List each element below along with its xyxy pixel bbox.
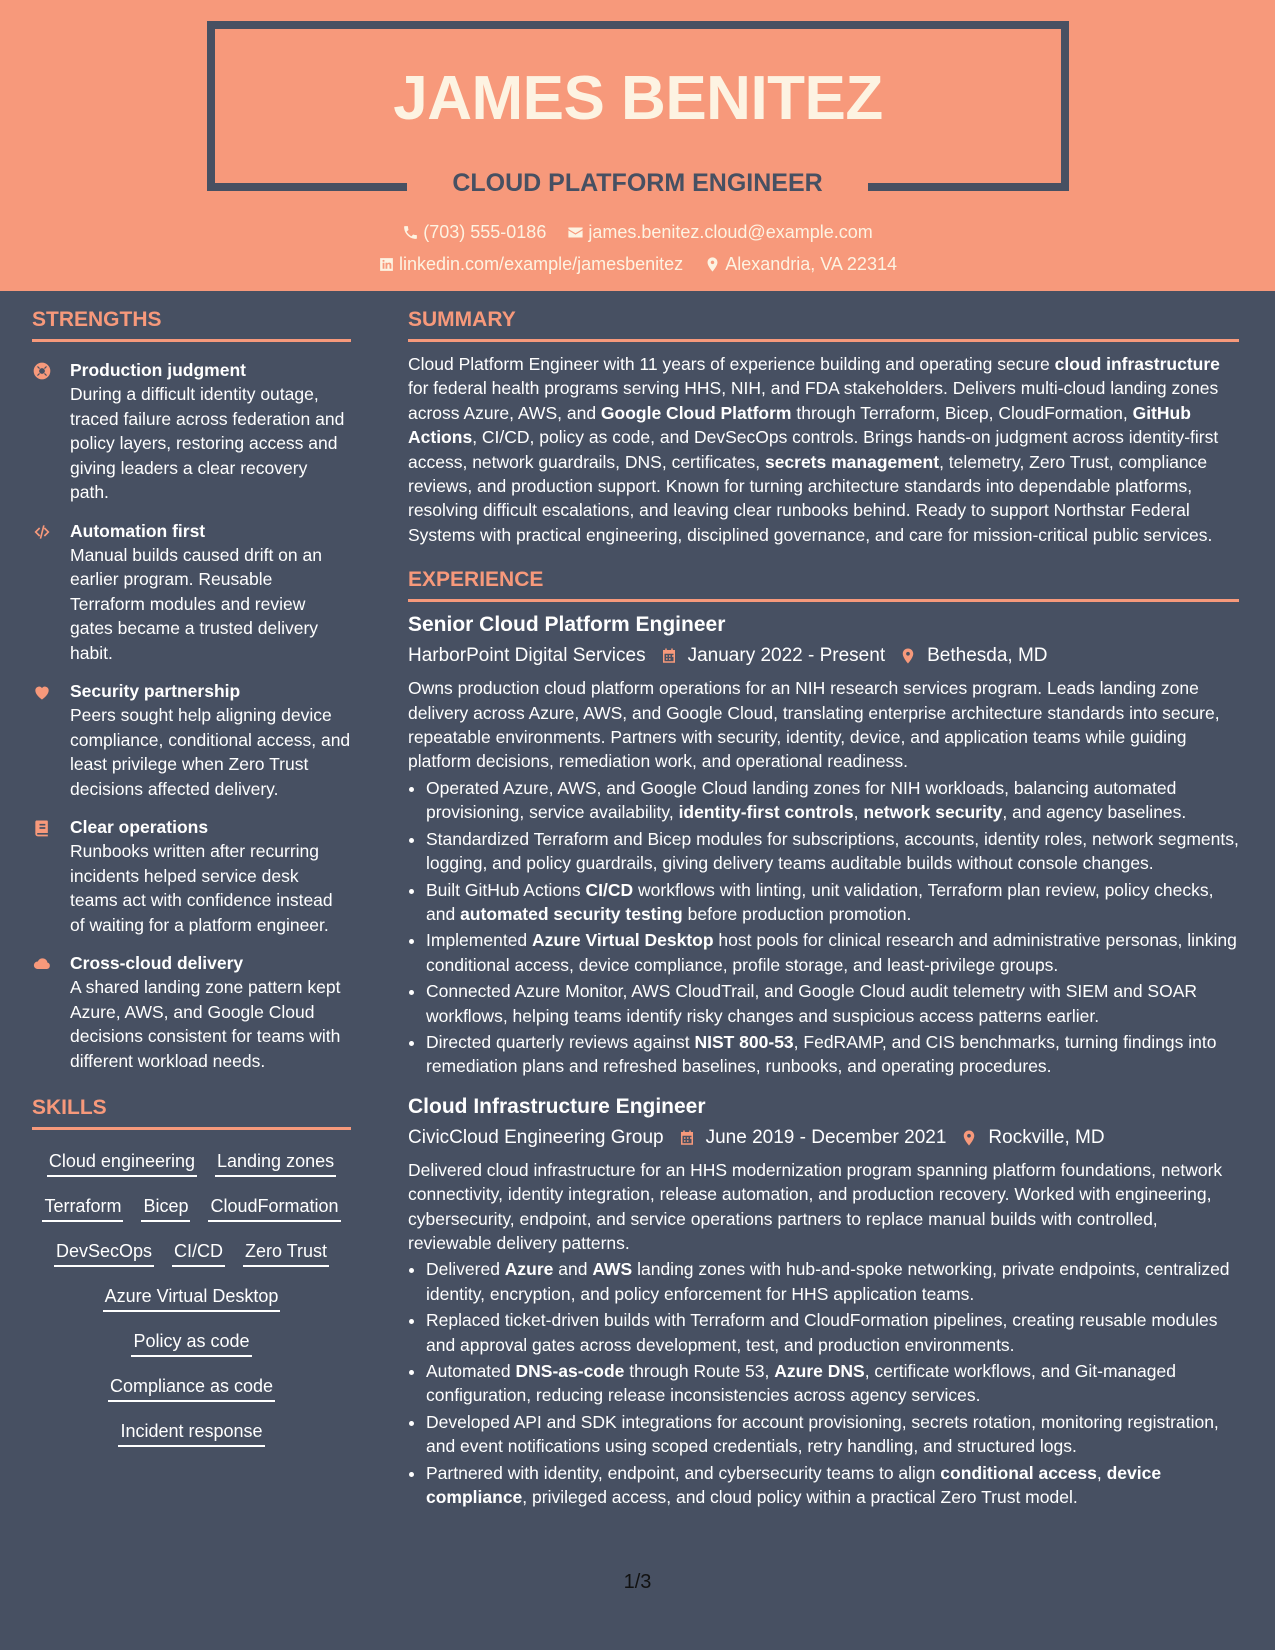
strength-item <box>32 679 351 801</box>
job-title: CLOUD PLATFORM ENGINEER <box>452 169 823 197</box>
job-bullet: • Connected Azure Monitor, AWS CloudTrail, and Google Cloud audit telemetry with SIEM and SOAR workflows, helping teams identify risky changes and suspicious access patterns earlier. <box>426 979 1239 1028</box>
job-bullets <box>408 1257 1239 1509</box>
skill-tag: Landing zones <box>215 1149 336 1177</box>
skill-tag: Incident response <box>118 1419 264 1447</box>
home-location: Alexandria, VA 22314 <box>725 254 897 274</box>
skill-tag: Bicep <box>141 1194 190 1222</box>
skill-row <box>32 1230 351 1275</box>
strength-text: Manual builds caused drift on an earlier program. Reusable Terraform modules and review gates became a trusted delivery habit. <box>70 544 322 663</box>
skill-tag: CI/CD <box>172 1239 225 1267</box>
job-meta <box>408 1124 1239 1152</box>
contact-line-1 <box>0 220 1275 247</box>
strength-text: A shared landing zone pattern kept Azure, AWS, and Google Cloud decisions consistent for teams with different workload needs. <box>70 977 341 1071</box>
job-meta <box>408 642 1239 670</box>
strength-icon-wrap <box>32 679 70 801</box>
skill-tag: Policy as code <box>131 1329 251 1357</box>
frame-bottom-left <box>207 183 407 191</box>
strength-text: Peers sought help aligning device compliance, conditional access, and least privilege when Zero Trust decisions affected delivery. <box>70 705 351 799</box>
calendar-icon <box>678 1129 696 1147</box>
job-bullet: • Delivered Azure and AWS landing zones with hub-and-spoke networking, private endpoints, centralized identity, encryption, and policy enforcement for HHS application teams. <box>426 1257 1239 1306</box>
skill-row <box>32 1185 351 1230</box>
contact-line-2 <box>0 252 1275 279</box>
candidate-name: JAMES BENITEZ <box>393 64 883 133</box>
left-column <box>32 307 351 1455</box>
strength-icon-wrap <box>32 815 70 937</box>
strength-item <box>32 358 351 505</box>
strength-body <box>70 519 351 666</box>
strength-icon-wrap <box>32 358 70 505</box>
cloud-icon <box>32 954 52 974</box>
job-role: Cloud Infrastructure Engineer <box>408 1094 706 1118</box>
skills-heading: SKILLS <box>32 1095 351 1130</box>
job-bullet: • Standardized Terraform and Bicep modules for subscriptions, accounts, identity roles, network segments, logging, and policy guardrails, giving delivery teams auditable builds without console changes. <box>426 827 1239 876</box>
skill-row <box>32 1140 351 1185</box>
job-bullet: • Developed API and SDK integrations for account provisioning, secrets rotation, monitoring registration, and event notifications using scoped credentials, retry handling, and structured logs. <box>426 1410 1239 1459</box>
book-icon <box>32 818 52 838</box>
skill-row <box>32 1320 351 1365</box>
strength-text: Runbooks written after recurring incidents helped service desk teams act with confidence instead of waiting for a platform engineer. <box>70 841 333 935</box>
skill-tag: Terraform <box>42 1194 123 1222</box>
life-ring-icon <box>32 361 52 381</box>
job-bullet: • Directed quarterly reviews against NIST 800-53, FedRAMP, and CIS benchmarks, turning findings into remediation plans and refreshed baselines, runbooks, and operating procedures. <box>426 1030 1239 1079</box>
strength-text: During a difficult identity outage, traced failure across federation and policy layers, restoring access and giving leaders a clear recovery path. <box>70 384 345 502</box>
strength-body <box>70 815 351 937</box>
linkedin-contact[interactable] <box>378 252 683 276</box>
phone-contact[interactable] <box>402 220 546 244</box>
job-dates: January 2022 - Present <box>687 645 886 667</box>
strength-body <box>70 358 351 505</box>
experience-list <box>408 611 1239 1509</box>
email-contact[interactable] <box>567 220 872 244</box>
job-bullet: • Implemented Azure Virtual Desktop host pools for clinical research and administrative personas, linking conditional access, device compliance, profile storage, and least-privilege groups. <box>426 928 1239 977</box>
calendar-icon <box>660 647 678 665</box>
job-description: Delivered cloud infrastructure for an HHS modernization program spanning platform foundations, network connectivity, identity integration, release automation, and production recovery. Worked with engineering, cybersecurity, endpoint, and service operations partners to replace manual builds with controlled, reviewable delivery patterns. <box>408 1159 1223 1253</box>
job-bullets <box>408 776 1239 1079</box>
experience-heading: EXPERIENCE <box>408 567 1239 602</box>
job-description: Owns production cloud platform operations for an NIH research services program. Leads landing zone delivery across Azure, AWS, and Google Cloud, translating enterprise architecture standards into secure, repeatable environments. Partners with security, identity, device, and application teams while guiding platform decisions, remediation work, and operational readiness. <box>408 678 1220 772</box>
skill-tag: CloudFormation <box>208 1194 340 1222</box>
job-company: HarborPoint Digital Services <box>408 645 646 667</box>
strength-name: Security partnership <box>70 681 241 701</box>
job-bullet: • Built GitHub Actions CI/CD workflows with linting, unit validation, Terraform plan review, policy checks, and automated security testing before production promotion. <box>426 878 1239 927</box>
strength-name: Cross-cloud delivery <box>70 953 244 973</box>
phone-icon <box>402 224 419 241</box>
job-entry <box>408 611 1239 1079</box>
skill-tag: Azure Virtual Desktop <box>103 1284 281 1312</box>
strength-item <box>32 815 351 937</box>
skill-row <box>32 1410 351 1455</box>
strengths-heading: STRENGTHS <box>32 307 351 342</box>
strength-item <box>32 519 351 666</box>
summary-heading: SUMMARY <box>408 307 1239 342</box>
strength-name: Automation first <box>70 520 206 541</box>
skill-row <box>32 1275 351 1320</box>
strength-body <box>70 679 351 801</box>
strength-item <box>32 951 351 1073</box>
job-entry <box>408 1093 1239 1510</box>
job-bullet: • Partnered with identity, endpoint, and cybersecurity teams to align conditional access, device compliance, privileged access, and cloud policy within a practical Zero Trust model. <box>426 1461 1239 1510</box>
map-pin-icon <box>960 1129 978 1147</box>
job-dates: June 2019 - December 2021 <box>705 1126 947 1148</box>
email-address: james.benitez.cloud@example.com <box>588 222 873 242</box>
skill-tag: Cloud engineering <box>47 1149 197 1177</box>
page-number: 1/3 <box>623 1571 652 1593</box>
job-role: Senior Cloud Platform Engineer <box>408 613 726 637</box>
skill-tag: DevSecOps <box>54 1239 154 1267</box>
phone-number: (703) 555-0186 <box>423 222 547 242</box>
heart-icon <box>32 682 52 702</box>
map-pin-icon <box>899 647 917 665</box>
strength-name: Clear operations <box>70 817 209 837</box>
envelope-icon <box>567 224 584 241</box>
resume-header <box>0 0 1275 291</box>
job-bullet: • Automated DNS-as-code through Route 53, Azure DNS, certificate workflows, and Git-managed configuration, reducing release inconsistencies across agency services. <box>426 1359 1239 1408</box>
job-bullet: • Operated Azure, AWS, and Google Cloud landing zones for NIH workloads, balancing automated provisioning, service availability, identity-first controls, network security, and agency baselines. <box>426 776 1239 825</box>
skill-row <box>32 1365 351 1410</box>
strength-name: Production judgment <box>70 360 246 380</box>
skills-list <box>32 1140 351 1455</box>
code-icon <box>32 522 52 542</box>
strength-body <box>70 951 351 1073</box>
job-bullet: • Replaced ticket-driven builds with Terraform and CloudFormation pipelines, creating reusable modules and approval gates across development, test, and production environments. <box>426 1308 1239 1357</box>
strength-icon-wrap <box>32 951 70 1073</box>
linkedin-icon <box>378 256 395 273</box>
location-contact <box>704 252 897 276</box>
skill-tag: Zero Trust <box>243 1239 329 1267</box>
strengths-list <box>32 358 351 1073</box>
job-location: Bethesda, MD <box>927 645 1048 667</box>
job-company: CivicCloud Engineering Group <box>408 1126 664 1148</box>
linkedin-url: linkedin.com/example/jamesbenitez <box>399 254 684 274</box>
map-pin-icon <box>704 256 721 273</box>
strength-icon-wrap <box>32 519 70 666</box>
skill-tag: Compliance as code <box>108 1374 275 1402</box>
right-column <box>408 307 1239 1509</box>
job-location: Rockville, MD <box>988 1126 1105 1148</box>
frame-bottom-right <box>868 183 1069 191</box>
summary-text: Cloud Platform Engineer with 11 years of experience building and operating secure cloud infrastructure for federal health programs serving HHS, NIH, and FDA stakeholders. Delivers multi-cloud landing zones across Azure, AWS, and Google Cloud Platform through Terraform, Bicep, CloudFormation, GitHub Actions, CI/CD, policy as code, and DevSecOps controls. Brings hands-on judgment across identity-first access, network guardrails, DNS, certificates, secrets management, telemetry, Zero Trust, compliance reviews, and production support. Known for turning architecture standards into dependable platforms, resolving difficult escalations, and leaving clear runbooks behind. Ready to support Northstar Federal Systems with practical engineering, disciplined governance, and care for mission-critical public services. <box>408 354 1220 545</box>
